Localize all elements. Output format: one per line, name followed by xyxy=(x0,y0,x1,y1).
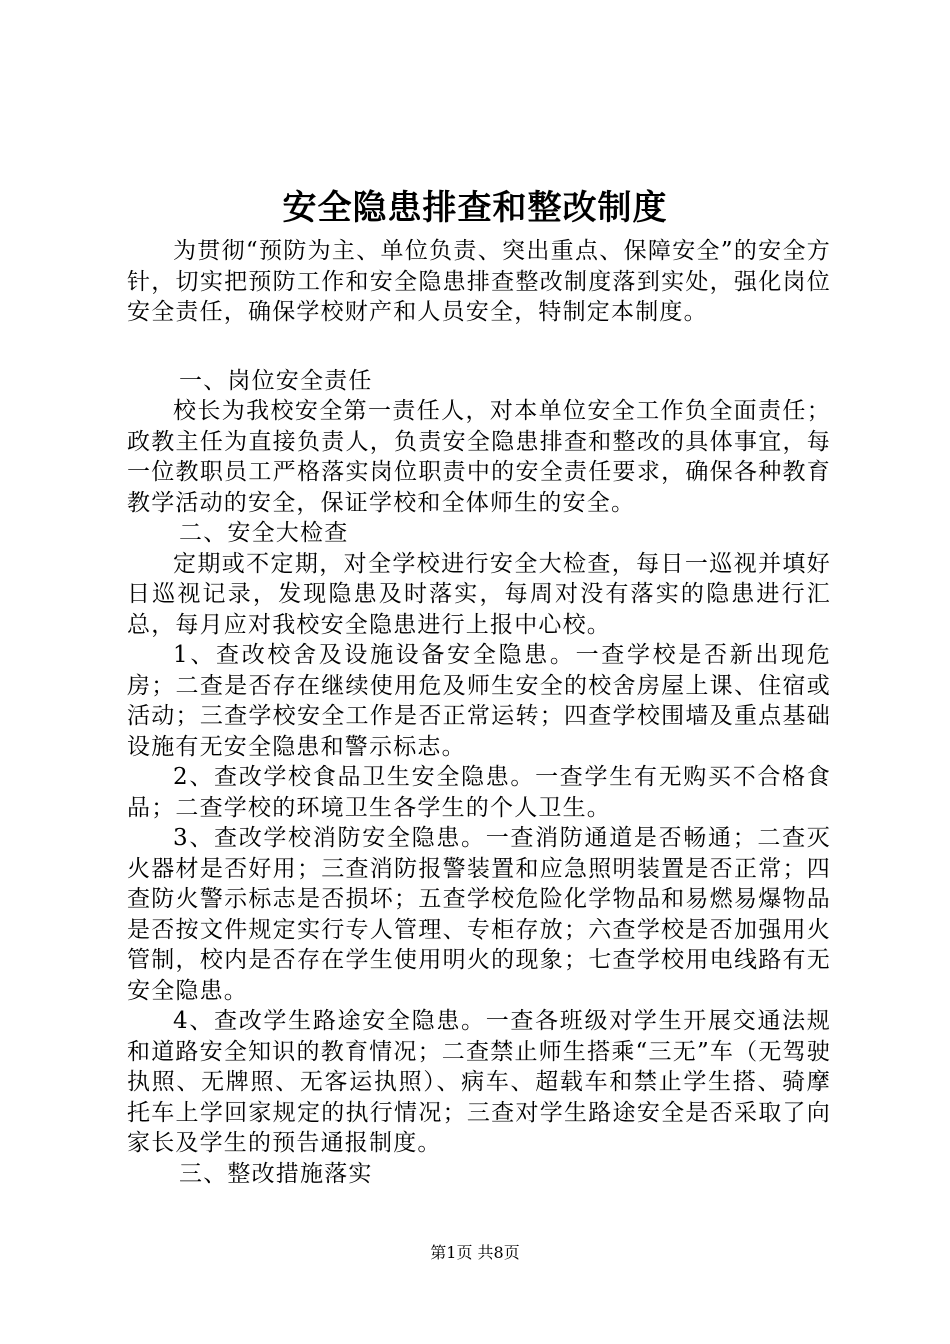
list-item-3: 3、查改学校消防安全隐患。一查消防通道是否畅通；二查灭火器材是否好用；三查消防报警装置和应急照明装置是否正常；四查防火警示标志是否损坏；五查学校危险化学物品和易燃易爆物品是否按文件规定实行专人管理、专柜存放；六查学校是否加强用火管制，校内是否存在学生使用明火的现象；七查学校用电线路有无安全隐患。 xyxy=(127,825,831,1004)
document-body xyxy=(127,236,831,1189)
document-title: 安全隐患排查和整改制度 xyxy=(282,188,668,228)
section-body-2: 定期或不定期，对全学校进行安全大检查，每日一巡视并填好日巡视记录，发现隐患及时落实，每周对没有落实的隐患进行汇总，每月应对我校安全隐患进行上报中心校。 xyxy=(127,550,831,638)
list-item-2: 2、查改学校食品卫生安全隐患。一查学生有无购买不合格食品；二查学校的环境卫生各学生的个人卫生。 xyxy=(127,764,831,821)
section-heading-3: 三、整改措施落实 xyxy=(179,1160,373,1187)
section-heading-1: 一、岗位安全责任 xyxy=(179,367,373,394)
list-item-1: 1、查改校舍及设施设备安全隐患。一查学校是否新出现危房；二查是否存在继续使用危及师生安全的校舍房屋上课、住宿或活动；三查学校安全工作是否正常运转；四查学校围墙及重点基础设施有无安全隐患和警示标志。 xyxy=(127,642,831,760)
list-item-4: 4、查改学生路途安全隐患。一查各班级对学生开展交通法规和道路安全知识的教育情况；二查禁止师生搭乘“三无”车（无驾驶执照、无牌照、无客运执照）、病车、超载车和禁止学生搭、骑摩托车上学回家规定的执行情况；三查对学生路途安全是否采取了向家长及学生的预告通报制度。 xyxy=(127,1008,831,1156)
section-body-1: 校长为我校安全第一责任人，对本单位安全工作负全面责任；政教主任为直接负责人，负责安全隐患排查和整改的具体事宜，每一位教职员工严格落实岗位职责中的安全责任要求，确保各种教育教学活动的安全，保证学校和全体师生的安全。 xyxy=(127,398,831,516)
paragraph-spacer xyxy=(127,328,831,366)
section-heading-2: 二、安全大检查 xyxy=(179,520,349,546)
page-footer: 第1页 共8页 xyxy=(430,1243,520,1262)
intro-paragraph: 为贯彻“预防为主、单位负责、突出重点、保障安全”的安全方针，切实把预防工作和安全隐患排查整改制度落到实处，强化岗位安全责任，确保学校财产和人员安全，特制定本制度。 xyxy=(127,238,831,325)
